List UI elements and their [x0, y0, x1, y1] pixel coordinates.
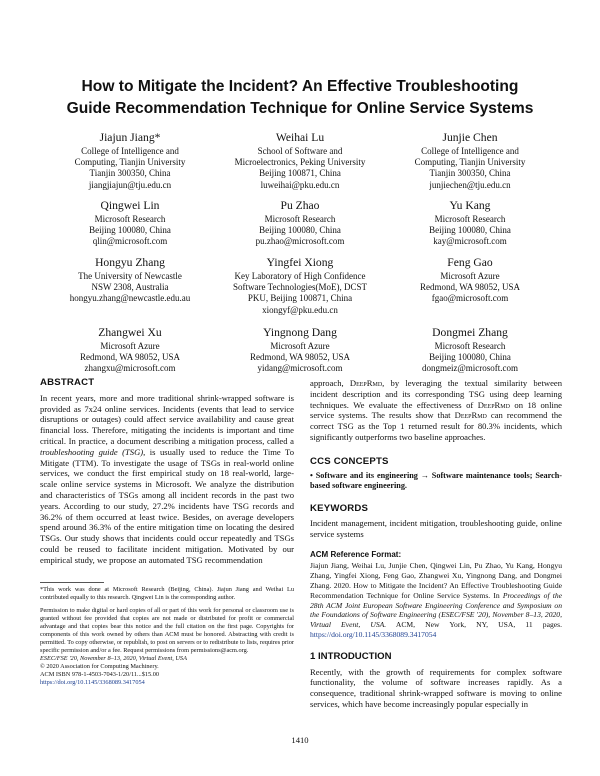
- paper-title: [40, 76, 560, 120]
- author-email: hongyu.zhang@newcastle.edu.au: [69, 293, 191, 304]
- abstract-text: In recent years, more and more traditional shrink-wrapped software is provided as 7x24 online services. Incidents (events that lead to service disruptions or outages) could affect service availability and cause great financial loss. Therefore, mitigating the incidents is important and time critical. In practice, a document describing a mitigation process, called a troubleshooting guide (TSG), is usually used to reduce the Time To Mitigate (TTM). To investigate the usage of TSGs in real-world online services, we conduct the first empirical study on 18 real-world, large-scale online service systems in Microsoft. We analyze the distribution and characteristics of TSGs among all incident records in the past two years. According to our study, 27.2% incidents have TSG records and 36.2% of them occurred at least twice. Besides, on average developers spend around 36.3% of the entire mitigation time on locating the desired TSGs. Our study shows that incidents could occur repeatedly and TSGs could be reused to facilitate incident mitigation. Motivated by our empirical study, we propose an automated TSG recommendation: [40, 392, 294, 565]
- author-affiliation: Computing, Tianjin University: [414, 157, 526, 168]
- author-affiliation: Redmond, WA 98052, USA: [79, 352, 181, 363]
- acm-ref-text: Jiajun Jiang, Weihai Lu, Junjie Chen, Qingwei Lin, Pu Zhao, Yu Kang, Hongyu Zhang, Yingfei Xiong, Feng Gao, Zhangwei Xu, Yingnong Dang, and Dongmei Zhang. 2020. How to Mitigate the Incident? An Effective Troubleshooting Guide Recommendation Technique for Online Service Systems. In Proceedings of the 28th ACM Joint European Software Engineering Conference and Symposium on the Foundations of Software Engineering (ESEC/FSE '20), November 8–13, 2020, Virtual Event, USA. ACM, New York, NY, USA, 11 pages. https://doi.org/10.1145/3368089.3417054: [310, 561, 562, 639]
- isbn: ACM ISBN 978-1-4503-7043-1/20/11...$15.00: [40, 671, 160, 678]
- author-affiliation: Tianjin 300350, China: [429, 168, 511, 179]
- keywords-heading: KEYWORDS: [310, 503, 369, 515]
- author-card: [215, 256, 385, 316]
- venue: ESEC/FSE '20, November 8–13, 2020, Virtual Event, USA: [40, 655, 187, 662]
- author-email: zhangxu@microsoft.com: [84, 363, 176, 374]
- page-number: 1410: [291, 735, 309, 745]
- author-name: Yingfei Xiong: [266, 256, 334, 269]
- acm-ref-heading: ACM Reference Format:: [310, 549, 402, 559]
- author-card: [45, 199, 215, 248]
- footnote-star: *This work was done at Microsoft Research (Beijing, China). Jiajun Jiang and Weihai Lu contributed equally to this research. Qingwei Lin is the corresponding author.: [40, 586, 294, 601]
- author-affiliation: NSW 2308, Australia: [91, 282, 169, 293]
- author-affiliation: School of Software and: [257, 146, 343, 156]
- author-affiliation: Microelectronics, Peking University: [234, 157, 366, 168]
- author-email: qlin@microsoft.com: [92, 236, 168, 247]
- author-email: luweihai@pku.edu.cn: [260, 179, 340, 190]
- author-affiliation: Beijing 100871, China: [259, 168, 341, 179]
- author-affiliation: Redmond, WA 98052, USA: [249, 352, 351, 363]
- author-affiliation: Beijing 100080, China: [429, 225, 511, 236]
- title-line-2: Guide Recommendation Technique for Online Service Systems: [66, 100, 534, 117]
- author-email: dongmeiz@microsoft.com: [421, 363, 519, 374]
- author-name: Qingwei Lin: [100, 199, 160, 212]
- author-affiliation: Computing, Tianjin University: [74, 157, 186, 168]
- author-affiliation: Beijing 100080, China: [89, 225, 171, 236]
- title-line-1: How to Mitigate the Incident? An Effective Troubleshooting: [81, 78, 519, 95]
- author-email: kay@microsoft.com: [433, 236, 507, 247]
- author-email: fgao@microsoft.com: [431, 293, 509, 304]
- keywords-text: Incident management, incident mitigation, troubleshooting guide, online service systems: [310, 517, 562, 539]
- author-affiliation: Tianjin 300350, China: [89, 168, 171, 179]
- author-affiliation: College of Intelligence and: [81, 146, 179, 156]
- ccs-heading: CCS CONCEPTS: [310, 455, 389, 467]
- author-name: Dongmei Zhang: [432, 326, 508, 339]
- footnote-rule: [40, 582, 104, 583]
- copyright: © 2020 Association for Computing Machinery.: [40, 663, 159, 670]
- acm-ref-doi-link[interactable]: https://doi.org/10.1145/3368089.3417054: [310, 629, 437, 639]
- author-card: [215, 131, 385, 191]
- author-name: Yingnong Dang: [263, 326, 337, 339]
- author-card: [385, 256, 555, 305]
- author-card: [385, 326, 555, 375]
- abstract-continued: approach, DeepRmd, by leveraging the textual similarity between incident description and its corresponding TSG using deep learning techniques. We evaluate the effectiveness of DeepRmd on 18 online service systems. The results show that DeepRmd can recommend the correct TSG as the Top 1 returned result for 80.3% incidents, which significantly outperforms two baseline approaches.: [310, 378, 562, 442]
- author-affiliation: Microsoft Azure: [270, 341, 330, 351]
- author-affiliation: Beijing 100080, China: [259, 225, 341, 236]
- author-name: Weihai Lu: [275, 131, 325, 144]
- author-affiliation: Microsoft Azure: [440, 271, 500, 281]
- left-column: [40, 378, 294, 566]
- author-email: yidang@microsoft.com: [257, 363, 343, 374]
- permission-notice: Permission to make digital or hard copies of all or part of this work for personal or classroom use is granted without fee provided that copies are not made or distributed for profit or commercial advantage and that copies bear this notice and the full citation on the first page. Copyrights for components of this work owned by others than ACM must be honored. Abstracting with credit is permitted. To copy otherwise, or republish, to post on servers or to redistribute to lists, requires prior specific permission and/or a fee. Request permissions from permissions@acm.org.: [40, 607, 294, 654]
- author-card: [215, 326, 385, 375]
- author-name: Jiajun Jiang*: [99, 131, 161, 144]
- author-name: Yu Kang: [449, 199, 491, 212]
- ccs-text: • Software and its engineering → Software maintenance tools; Search-based software engineering.: [310, 470, 562, 491]
- footnote-block: [40, 586, 294, 687]
- introduction-text: Recently, with the growth of requirements for complex software functionality, the volume of software increases rapidly. As a consequence, traditional shrink-wrapped software is moving to online services, which have become increasingly popular especially in: [310, 666, 562, 709]
- right-column: [310, 378, 562, 710]
- introduction-heading: 1 INTRODUCTION: [310, 650, 392, 662]
- author-card: [45, 131, 215, 191]
- author-affiliation: College of Intelligence and: [421, 146, 519, 156]
- author-card: [385, 199, 555, 248]
- author-affiliation: PKU, Beijing 100871, China: [247, 293, 353, 304]
- author-name: Feng Gao: [447, 256, 493, 269]
- author-card: [385, 131, 555, 191]
- author-name: Junjie Chen: [442, 131, 498, 144]
- author-name: Pu Zhao: [280, 199, 320, 212]
- author-card: [45, 256, 215, 305]
- abstract-heading: ABSTRACT: [40, 377, 95, 388]
- author-affiliation: Key Laboratory of High Confidence: [234, 271, 366, 281]
- author-affiliation: Microsoft Research: [264, 214, 336, 224]
- author-affiliation: The University of Newcastle: [78, 271, 182, 281]
- author-affiliation: Microsoft Research: [94, 214, 166, 224]
- author-name: Hongyu Zhang: [95, 256, 165, 269]
- author-affiliation: Beijing 100080, China: [429, 352, 511, 363]
- author-name: Zhangwei Xu: [98, 326, 162, 339]
- author-email: pu.zhao@microsoft.com: [255, 236, 345, 247]
- author-email: xiongyf@pku.edu.cn: [262, 304, 338, 315]
- author-email: junjiechen@tju.edu.cn: [429, 179, 511, 190]
- author-affiliation: Software Technologies(MoE), DCST: [233, 282, 367, 293]
- author-affiliation: Microsoft Research: [434, 341, 506, 351]
- author-affiliation: Microsoft Azure: [100, 341, 160, 351]
- author-affiliation: Microsoft Research: [434, 214, 506, 224]
- doi-link[interactable]: https://doi.org/10.1145/3368089.3417054: [40, 679, 145, 686]
- author-affiliation: Redmond, WA 98052, USA: [419, 282, 521, 293]
- author-card: [215, 199, 385, 248]
- author-email: jiangjiajun@tju.edu.cn: [88, 179, 172, 190]
- author-card: [45, 326, 215, 375]
